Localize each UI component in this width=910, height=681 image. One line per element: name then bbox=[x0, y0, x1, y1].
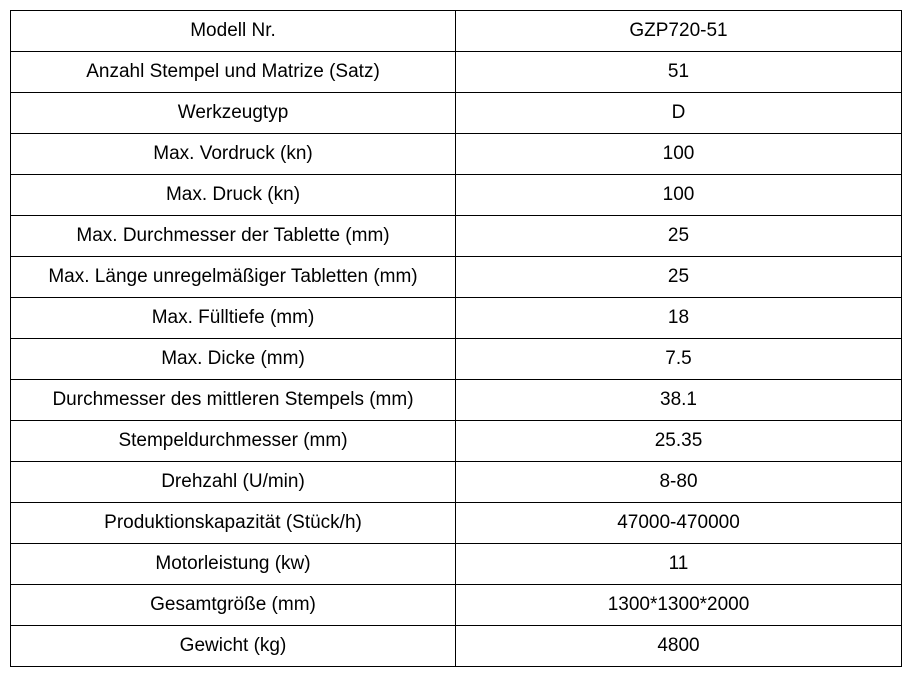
spec-label: Max. Durchmesser der Tablette (mm) bbox=[11, 216, 456, 257]
spec-label: Anzahl Stempel und Matrize (Satz) bbox=[11, 52, 456, 93]
spec-value: 47000-470000 bbox=[456, 503, 902, 544]
spec-label: Max. Vordruck (kn) bbox=[11, 134, 456, 175]
spec-value: 1300*1300*2000 bbox=[456, 585, 902, 626]
spec-label: Werkzeugtyp bbox=[11, 93, 456, 134]
table-row bbox=[11, 421, 902, 462]
spec-value: 8-80 bbox=[456, 462, 902, 503]
spec-label: Max. Fülltiefe (mm) bbox=[11, 298, 456, 339]
spec-label: Max. Druck (kn) bbox=[11, 175, 456, 216]
spec-value: D bbox=[456, 93, 902, 134]
spec-value: 25 bbox=[456, 257, 902, 298]
spec-value: 4800 bbox=[456, 626, 902, 667]
spec-label: Motorleistung (kw) bbox=[11, 544, 456, 585]
table-row bbox=[11, 503, 902, 544]
spec-value: 51 bbox=[456, 52, 902, 93]
table-row bbox=[11, 298, 902, 339]
spec-value: 7.5 bbox=[456, 339, 902, 380]
spec-value: 25 bbox=[456, 216, 902, 257]
spec-label: Durchmesser des mittleren Stempels (mm) bbox=[11, 380, 456, 421]
spec-label: Produktionskapazität (Stück/h) bbox=[11, 503, 456, 544]
spec-label: Gesamtgröße (mm) bbox=[11, 585, 456, 626]
table-row bbox=[11, 175, 902, 216]
spec-label: Max. Länge unregelmäßiger Tabletten (mm) bbox=[11, 257, 456, 298]
table-row bbox=[11, 134, 902, 175]
table-row bbox=[11, 626, 902, 667]
spec-label: Max. Dicke (mm) bbox=[11, 339, 456, 380]
table-row bbox=[11, 216, 902, 257]
table-row bbox=[11, 52, 902, 93]
table-row bbox=[11, 339, 902, 380]
specification-table bbox=[10, 10, 902, 667]
spec-value: GZP720-51 bbox=[456, 11, 902, 52]
spec-value: 100 bbox=[456, 175, 902, 216]
table-row bbox=[11, 93, 902, 134]
table-row bbox=[11, 544, 902, 585]
spec-value: 25.35 bbox=[456, 421, 902, 462]
spec-label: Stempeldurchmesser (mm) bbox=[11, 421, 456, 462]
spec-label: Modell Nr. bbox=[11, 11, 456, 52]
spec-value: 38.1 bbox=[456, 380, 902, 421]
specification-table-body bbox=[11, 11, 902, 667]
table-row bbox=[11, 257, 902, 298]
table-row bbox=[11, 585, 902, 626]
table-row bbox=[11, 380, 902, 421]
table-row bbox=[11, 462, 902, 503]
table-row bbox=[11, 11, 902, 52]
spec-value: 11 bbox=[456, 544, 902, 585]
spec-value: 100 bbox=[456, 134, 902, 175]
spec-label: Drehzahl (U/min) bbox=[11, 462, 456, 503]
spec-value: 18 bbox=[456, 298, 902, 339]
spec-label: Gewicht (kg) bbox=[11, 626, 456, 667]
